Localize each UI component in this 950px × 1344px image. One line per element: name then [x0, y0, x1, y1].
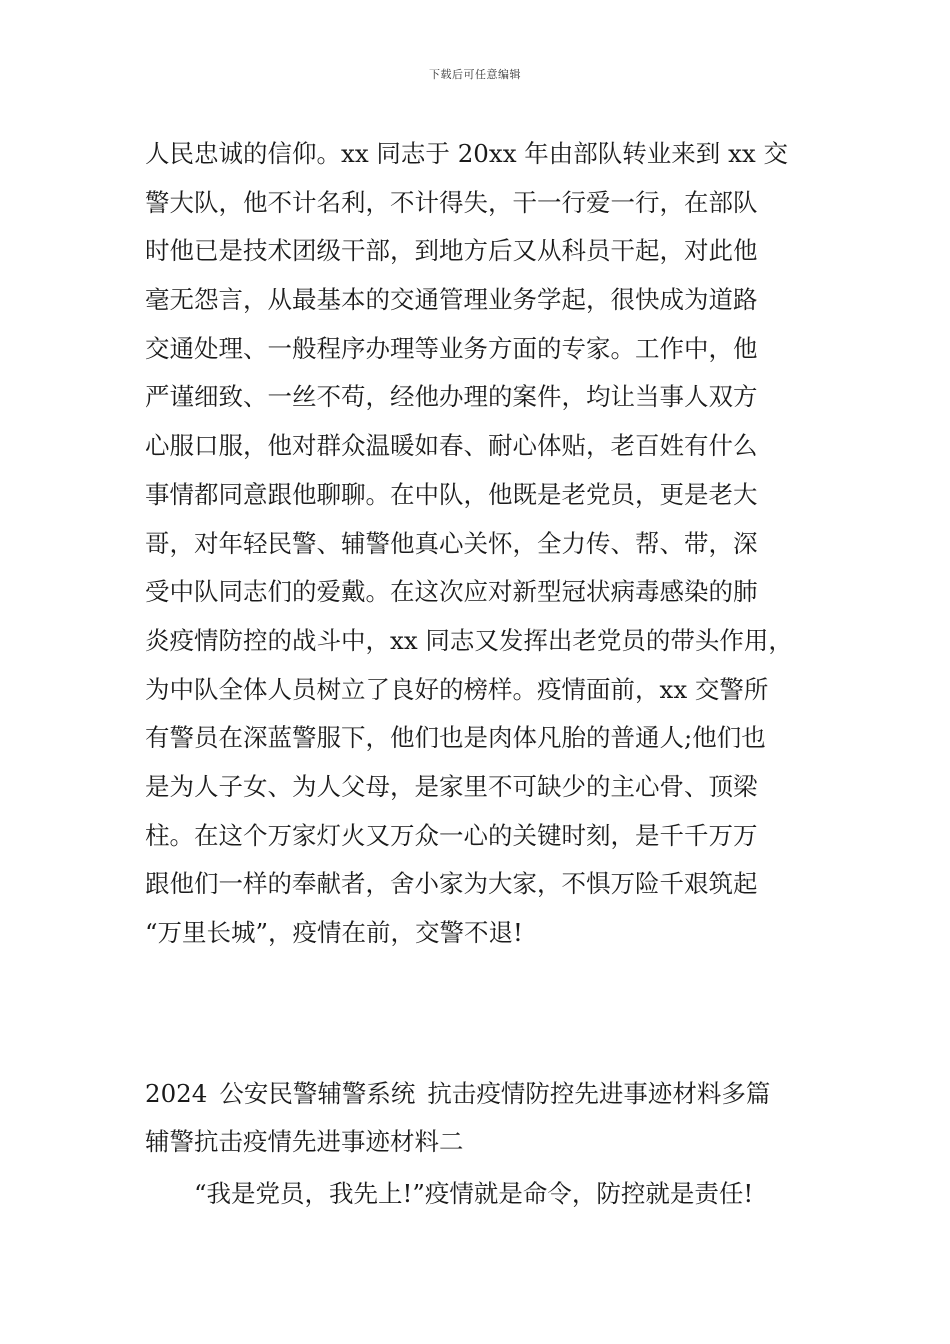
- text-line: 事情都同意跟他聊聊。在中队，他既是老党员，更是老大: [145, 479, 758, 509]
- text-line: 是为人子女、为人父母，是家里不可缺少的主心骨、顶梁: [145, 771, 758, 801]
- text-line: 时他已是技术团级干部，到地方后又从科员干起，对此他: [145, 236, 758, 266]
- heading-subtitle: 辅警抗击疫情先进事迹材料二: [145, 1127, 464, 1156]
- text-line: 警大队，他不计名利，不计得失，干一行爱一行，在部队: [145, 187, 758, 217]
- text-line: 跟他们一样的奉献者，舍小家为大家，不惧万险千艰筑起: [145, 869, 758, 899]
- text-line: 心服口服，他对群众温暖如春、耐心体贴，老百姓有什么: [145, 431, 758, 461]
- section-heading: [145, 1070, 845, 1166]
- text-line: 人民忠诚的信仰。xx 同志于 20xx 年由部队转业来到 xx 交: [145, 139, 789, 168]
- text-line: 炎疫情防控的战斗中，xx 同志又发挥出老党员的带头作用，: [145, 625, 793, 655]
- text-line: 严谨细致、一丝不苟，经他办理的案件，均让当事人双方: [145, 382, 758, 412]
- text-line: 有警员在深蓝警服下，他们也是肉体凡胎的普通人;他们也: [145, 723, 766, 753]
- text-line: 为中队全体人员树立了良好的榜样。疫情面前，xx 交警所: [145, 674, 769, 704]
- text-line: 哥，对年轻民警、辅警他真心关怀，全力传、帮、带，深: [145, 528, 758, 558]
- heading-part2: 抗击疫情防控先进事迹材料多篇: [427, 1079, 771, 1108]
- heading-year: 2024: [145, 1079, 208, 1108]
- heading-part1: 公安民警辅警系统: [219, 1079, 416, 1108]
- heading-title: [145, 1070, 845, 1118]
- text-line: “万里长城”，疫情在前，交警不退!: [145, 918, 523, 947]
- text-line: 柱。在这个万家灯火又万众一心的关键时刻，是千千万万: [145, 820, 758, 850]
- paragraph-start: “我是党员，我先上!”疫情就是命令，防控就是责任!: [194, 1179, 754, 1208]
- header-note: 下载后可任意编辑: [429, 68, 521, 81]
- text-line: 毫无怨言，从最基本的交通管理业务学起，很快成为道路: [145, 285, 758, 315]
- text-line: 受中队同志们的爱戴。在这次应对新型冠状病毒感染的肺: [145, 577, 758, 607]
- text-line: 交通处理、一般程序办理等业务方面的专家。工作中，他: [145, 333, 758, 363]
- body-text: [145, 130, 835, 958]
